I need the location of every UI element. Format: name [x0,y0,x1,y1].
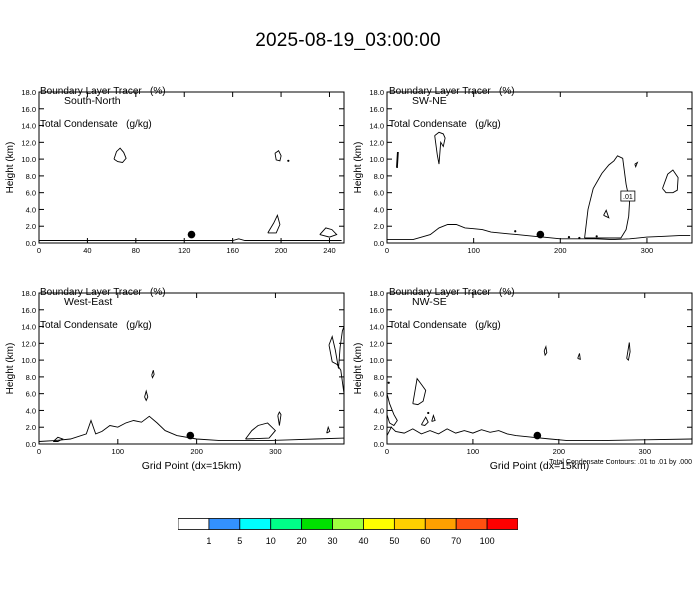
colorbar-swatch [394,519,425,530]
contour-line [397,152,399,167]
y-tick-label: 0.0 [373,440,384,449]
y-tick-label: 4.0 [25,205,36,215]
contour-line [627,343,630,361]
y-tick-label: 4.0 [25,406,36,416]
panel-west-east [5,289,344,472]
x-tick-label: 200 [552,447,566,456]
x-tick-label: 300 [640,246,654,255]
panel-header-line: Boundary Layer Tracer (%) [40,86,166,97]
contour-dot [514,230,516,232]
y-tick-label: 0.0 [373,239,384,248]
x-tick-label: 300 [638,447,652,456]
contour-line [320,228,337,237]
y-tick-label: 18.0 [369,289,384,298]
colorbar-label: 30 [327,536,338,546]
y-tick-label: 12.0 [369,138,384,148]
contour-dot [427,412,429,414]
location-marker [537,231,545,239]
y-tick-label: 16.0 [21,104,36,114]
colorbar-label: 1 [206,536,212,546]
colorbar-label: 40 [358,536,369,546]
x-tick-label: 100 [467,246,480,255]
x-tick-label: 200 [554,246,567,255]
panel-header-line: Total Condensate (g/kg) [389,119,501,130]
y-tick-label: 2.0 [373,423,384,433]
panel-nw-se [353,289,692,472]
y-axis-label: Height (km) [353,342,364,395]
panel-title: West-East [64,296,113,308]
y-tick-label: 14.0 [369,121,384,131]
panel-header-line: Boundary Layer Tracer (%) [389,287,515,298]
y-tick-label: 2.0 [25,222,36,232]
colorbar-label: 100 [479,536,495,546]
y-tick-label: 8.0 [373,372,384,382]
x-tick-label: 200 [190,447,203,456]
colorbar-swatch [209,519,240,530]
panel-header-line: Boundary Layer Tracer (%) [389,86,515,97]
contour-dot [287,160,289,162]
main-title: 2025-08-19_03:00:00 [255,30,441,51]
y-tick-label: 14.0 [21,121,36,131]
y-axis-label: Height (km) [353,141,364,194]
y-tick-label: 8.0 [25,372,36,382]
x-tick-label: 0 [384,447,390,456]
y-tick-label: 16.0 [21,305,36,315]
panel-title: NW-SE [412,296,447,308]
x-tick-label: 80 [131,246,140,255]
y-tick-label: 2.0 [25,423,36,433]
y-tick-label: 10.0 [369,356,384,366]
y-tick-label: 12.0 [369,339,384,349]
location-marker [187,432,195,440]
y-tick-label: 10.0 [369,155,384,165]
y-tick-label: 18.0 [369,88,384,97]
colorbar-label: 70 [451,536,462,546]
x-tick-label: 0 [36,447,42,456]
contour-line [435,132,445,164]
contour-line [39,239,342,241]
colorbar-label: 10 [265,536,276,546]
colorbar-label: 20 [296,536,307,546]
contour-line [278,412,281,425]
contour-line [663,170,679,193]
panel-header-line: Total Condensate (g/kg) [389,320,501,331]
y-tick-label: 16.0 [369,305,384,315]
contour-footnote: Total Condensate Contours: .01 to .01 by .000 [549,459,692,466]
contour-line [544,347,547,355]
x-tick-label: 100 [111,447,125,456]
colorbar-swatch [425,519,456,530]
y-tick-label: 0.0 [25,239,36,248]
y-tick-label: 8.0 [25,171,36,181]
y-tick-label: 6.0 [373,389,384,399]
contour-line [432,416,435,422]
y-tick-label: 12.0 [21,339,36,349]
contour-line [635,163,638,167]
y-tick-label: 18.0 [21,289,36,298]
panel-header-line: Total Condensate (g/kg) [40,119,152,130]
y-tick-label: 10.0 [21,356,36,366]
x-tick-label: 300 [269,447,282,456]
plot-frame [39,92,344,243]
contour-line [275,151,281,161]
x-tick-label: 200 [274,246,288,255]
contour-line [578,353,581,359]
x-tick-label: 100 [466,447,480,456]
colorbar-swatch [487,519,518,530]
contour-line [421,417,428,425]
y-tick-label: 14.0 [21,322,36,332]
contour-line [413,379,426,405]
colorbar-swatch [333,519,364,530]
plot-frame [387,92,692,243]
contour-line [604,210,609,218]
colorbar [178,517,518,529]
location-marker [188,231,196,239]
y-axis-label: Height (km) [5,141,16,194]
panel-title: SW-NE [412,95,447,107]
contour-dot [578,237,580,239]
contour-line [145,391,148,400]
x-axis-label: Grid Point (dx=15km) [489,460,590,472]
contour-dot [388,382,390,384]
plot-frame [39,293,344,444]
contour-line [387,394,397,426]
y-tick-label: 16.0 [369,104,384,114]
panel-south-north [5,88,344,255]
contour-line [114,148,126,162]
panel-header-line: Total Condensate (g/kg) [40,320,152,331]
contour-label: .01 [623,194,633,202]
x-tick-label: 0 [36,246,42,255]
y-tick-label: 6.0 [25,188,36,198]
y-tick-label: 0.0 [25,440,36,449]
panel-header-line: Boundary Layer Tracer (%) [40,287,166,298]
x-tick-label: 120 [177,246,191,255]
y-tick-label: 2.0 [373,222,384,232]
location-marker [534,432,542,440]
contour-line [152,370,154,378]
colorbar-label: 5 [237,536,243,546]
y-tick-label: 10.0 [21,155,36,165]
y-tick-label: 8.0 [373,171,384,181]
y-tick-label: 18.0 [21,88,36,97]
colorbar-swatch [178,519,209,530]
y-tick-label: 12.0 [21,138,36,148]
contour-dot [596,235,598,237]
panel-title: South-North [64,95,121,107]
y-tick-label: 4.0 [373,406,384,416]
x-axis-label: Grid Point (dx=15km) [141,460,242,472]
colorbar-label: 60 [420,536,431,546]
x-tick-label: 160 [226,246,239,255]
x-tick-label: 0 [384,246,390,255]
colorbar-swatch [363,519,394,530]
contour-line [327,427,330,433]
colorbar-svg [178,518,518,530]
x-tick-label: 240 [323,246,336,255]
colorbar-swatch [240,519,271,530]
contour-line [268,215,280,233]
x-tick-label: 40 [83,246,92,255]
y-tick-label: 4.0 [373,205,384,215]
colorbar-swatch [271,519,302,530]
y-axis-label: Height (km) [5,342,16,395]
y-tick-label: 6.0 [373,188,384,198]
colorbar-label: 50 [389,536,400,546]
panel-sw-ne [353,88,692,255]
contour-line [246,423,276,439]
colorbar-swatch [456,519,487,530]
y-tick-label: 6.0 [25,389,36,399]
y-tick-label: 14.0 [369,322,384,332]
colorbar-swatch [302,519,333,530]
contour-dot [568,236,570,238]
